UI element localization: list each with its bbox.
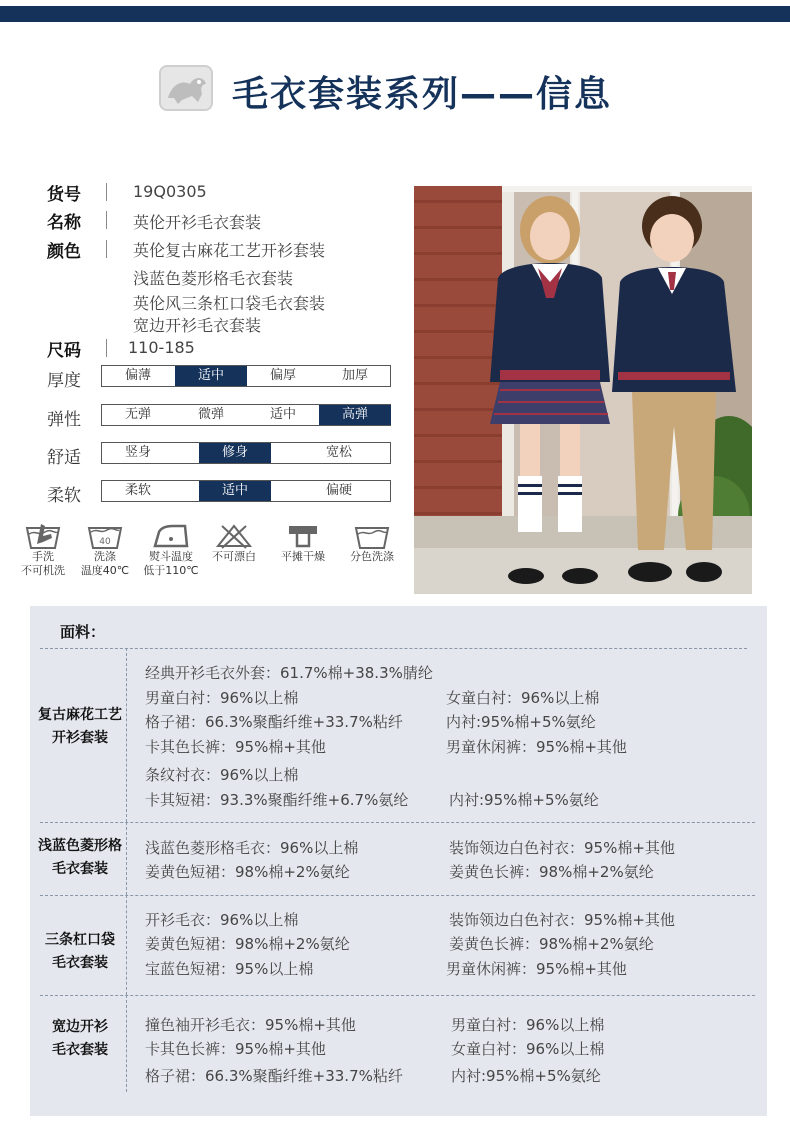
group-name-line: 三条杠口袋: [45, 932, 115, 948]
fabric-group-name: [30, 929, 130, 975]
iron-icon: [151, 522, 191, 550]
scale-softness: [101, 480, 391, 502]
info-divider: [106, 183, 107, 201]
care-wash-temp: [70, 522, 140, 578]
info-value-size: 110-185: [128, 338, 195, 357]
fabric-item: 撞色袖开衫毛衣：95%棉+其他: [145, 1016, 356, 1034]
fabric-item: 内衬:95%棉+5%氨纶: [446, 713, 596, 731]
wash-separately-icon: [354, 522, 390, 550]
fabric-item: 条纹衬衣：96%以上棉: [145, 766, 299, 784]
group-name-line: 毛衣套装: [52, 955, 108, 971]
care-text: 温度40℃: [80, 564, 130, 577]
divider: [40, 895, 755, 896]
info-value-item-no: 19Q0305: [133, 182, 207, 201]
fabric-item: 姜黄色长裤：98%棉+2%氨纶: [449, 863, 654, 881]
flat-dry-icon: [283, 522, 323, 550]
care-hand-wash: [8, 522, 78, 578]
fabric-item: 姜黄色短裙：98%棉+2%氨纶: [145, 863, 350, 881]
group-name-line: 复古麻花工艺: [38, 707, 122, 723]
care-text: 手洗: [32, 550, 54, 563]
fabric-group-name: [24, 835, 136, 881]
care-wash-separately: [337, 522, 407, 564]
group-name-line: 毛衣套装: [52, 861, 108, 877]
scale-option: 微弹: [197, 407, 224, 422]
scale-option: 竖身: [124, 445, 151, 460]
scale-option-selected: 适中: [175, 366, 247, 386]
top-bar: [0, 6, 790, 22]
wash-40-icon: [87, 522, 123, 550]
info-label-item-no: 货号: [47, 185, 81, 205]
divider: [40, 648, 747, 649]
scale-label-softness: 柔软: [47, 486, 81, 506]
info-value-color-3: 英伦风三条杠口袋毛衣套装: [133, 294, 326, 313]
fabric-item: 卡其色长裤：95%棉+其他: [145, 738, 326, 756]
care-text: 不可漂白: [212, 550, 256, 563]
scale-option: 偏薄: [124, 368, 151, 383]
scale-option: 柔软: [124, 483, 151, 498]
info-value-color-2: 浅蓝色菱形格毛衣套装: [133, 269, 294, 288]
divider: [40, 822, 755, 823]
fabric-item: 姜黄色长裤：98%棉+2%氨纶: [449, 935, 654, 953]
fabric-item: 装饰领边白色衬衣：95%棉+其他: [449, 911, 675, 929]
scale-label-thickness: 厚度: [47, 371, 81, 391]
fabric-group-name: [30, 704, 130, 750]
info-label-name: 名称: [47, 213, 81, 233]
group-name-line: 开衫套装: [52, 730, 108, 746]
fabric-item: 男童白衬：96%以上棉: [145, 689, 299, 707]
group-name-line: 毛衣套装: [52, 1042, 108, 1058]
care-text: 分色洗涤: [350, 550, 394, 563]
scale-elasticity: [101, 404, 391, 426]
scale-comfort: [101, 442, 391, 464]
care-no-bleach: [199, 522, 269, 564]
fabric-item: 格子裙：66.3%聚酯纤维+33.7%粘纤: [145, 713, 403, 731]
info-value-name: 英伦开衫毛衣套装: [133, 213, 262, 232]
page-title: 毛衣套装系列——信息: [232, 74, 613, 115]
fabric-item: 开衫毛衣：96%以上棉: [145, 911, 299, 929]
fabric-item: 装饰领边白色衬衣：95%棉+其他: [449, 839, 675, 857]
fabric-item: 内衬:95%棉+5%氨纶: [451, 1067, 601, 1085]
info-label-color: 颜色: [47, 242, 81, 262]
care-text: 不可机洗: [21, 564, 65, 577]
scale-label-elasticity: 弹性: [47, 410, 81, 430]
info-value-color-4: 宽边开衫毛衣套装: [133, 316, 262, 335]
fabric-item: 卡其短裙：93.3%聚酯纤维+6.7%氨纶: [145, 791, 409, 809]
fabric-item: 男童休闲裤：95%棉+其他: [446, 960, 627, 978]
brand-logo-icon: [158, 62, 214, 114]
divider: [40, 995, 755, 996]
info-label-size: 尺码: [47, 341, 81, 361]
care-text: 洗涤: [94, 550, 116, 563]
fabric-item: 格子裙：66.3%聚酯纤维+33.7%粘纤: [145, 1067, 403, 1085]
care-text: 熨斗温度: [149, 550, 193, 563]
group-name-line: 浅蓝色菱形格: [38, 838, 122, 854]
fabric-title: 面料：: [60, 623, 106, 641]
scale-option-selected: 高弹: [319, 405, 391, 425]
fabric-item: 宝蓝色短裙：95%以上棉: [145, 960, 314, 978]
care-text: 低于110℃: [143, 564, 199, 577]
scale-option: 宽松: [325, 445, 352, 460]
info-divider: [106, 240, 107, 258]
fabric-item: 男童休闲裤：95%棉+其他: [446, 738, 627, 756]
scale-option: 偏硬: [325, 483, 352, 498]
no-bleach-icon: [214, 522, 254, 550]
scale-option: 适中: [269, 407, 296, 422]
info-divider: [106, 339, 107, 357]
product-photo: [414, 186, 752, 594]
fabric-item: 卡其色长裤：95%棉+其他: [145, 1040, 326, 1058]
scale-option: 偏厚: [269, 368, 296, 383]
scale-option-selected: 修身: [199, 443, 271, 463]
info-divider: [106, 211, 107, 229]
scale-option: 加厚: [341, 368, 368, 383]
care-flat-dry: [268, 522, 338, 564]
fabric-item: 女童白衬：96%以上棉: [446, 689, 600, 707]
scale-label-comfort: 舒适: [47, 448, 81, 468]
fabric-item: 男童白衬：96%以上棉: [451, 1016, 605, 1034]
fabric-item: 浅蓝色菱形格毛衣：96%以上棉: [145, 839, 359, 857]
fabric-group-name: [30, 1016, 130, 1062]
fabric-item: 经典开衫毛衣外套：61.7%棉+38.3%腈纶: [145, 664, 433, 682]
fabric-item: 姜黄色短裙：98%棉+2%氨纶: [145, 935, 350, 953]
care-text: 平摊干燥: [281, 550, 325, 563]
care-ironing: [136, 522, 206, 578]
scale-option: 无弹: [124, 407, 151, 422]
fabric-item: 女童白衬：96%以上棉: [451, 1040, 605, 1058]
group-name-line: 宽边开衫: [52, 1019, 108, 1035]
info-value-color-1: 英伦复古麻花工艺开衫套装: [133, 241, 326, 260]
wash-temp-number: 40: [99, 537, 111, 547]
scale-option-selected: 适中: [199, 481, 271, 501]
hand-wash-icon: [25, 522, 61, 550]
scale-thickness: [101, 365, 391, 387]
fabric-item: 内衬:95%棉+5%氨纶: [449, 791, 599, 809]
